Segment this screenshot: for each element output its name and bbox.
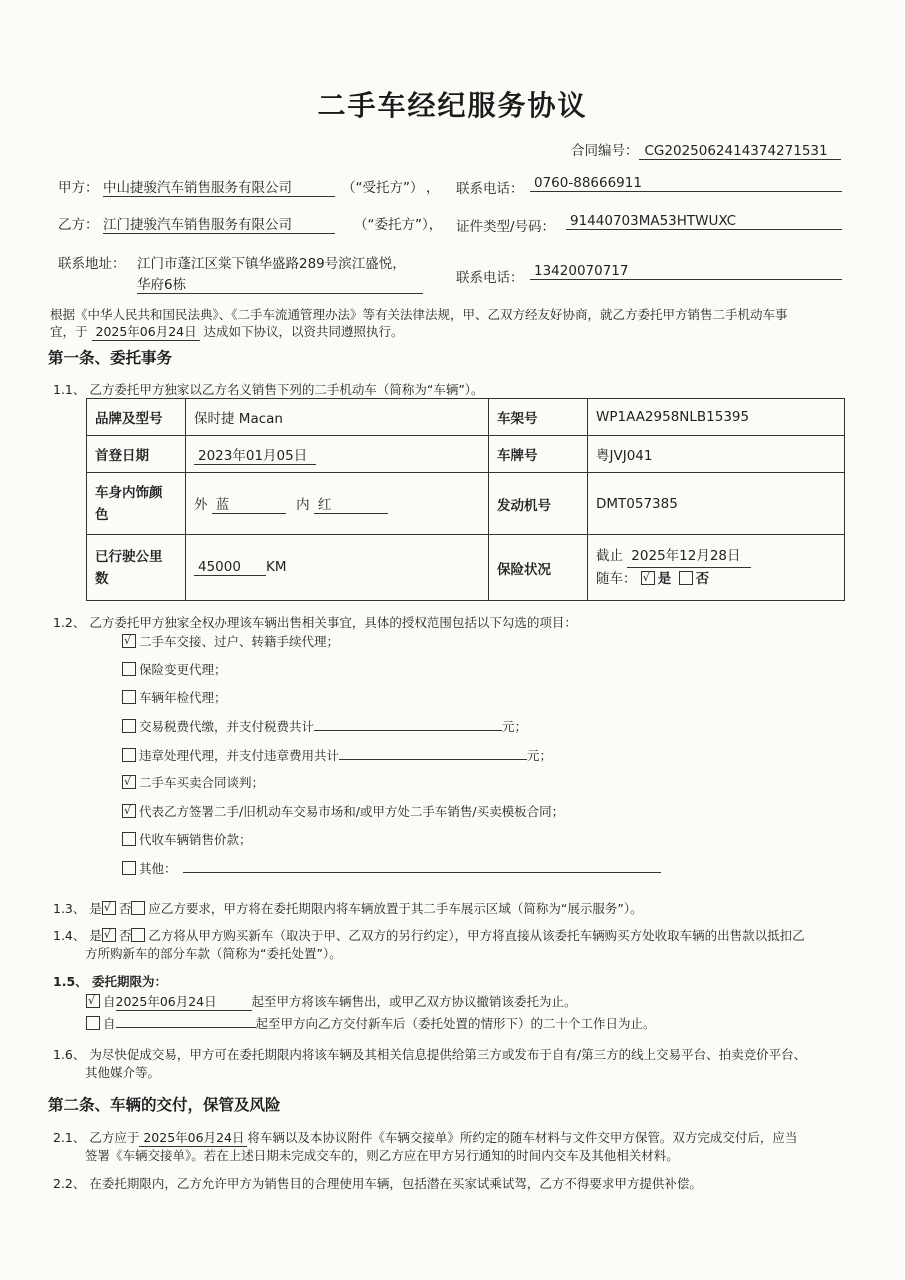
vin-value: WP1AA2958NLB15395 (588, 399, 845, 436)
mileage-value: 45000 (194, 559, 266, 576)
document-title: 二手车经纪服务协议 (317, 89, 588, 122)
other-field[interactable] (183, 858, 661, 873)
auth-label: 车辆年检代理； (139, 690, 227, 705)
reg-date-value: 2023年01月05日 (194, 444, 316, 465)
clause-1-2: 1.2、 乙方委托甲方独家全权办理该车辆出售相关事宜，具体的授权范围包括以下勾选的项目： (53, 615, 577, 630)
c1-4-no-checkbox[interactable] (131, 928, 145, 942)
auth-checkbox[interactable] (122, 804, 136, 818)
auth-suffix: 元； (527, 748, 553, 763)
ins-no-label: 否 (695, 571, 710, 587)
plate-label: 车牌号 (489, 436, 588, 473)
intro-line1: 根据《中华人民共和国民法典》、《二手车流通管理办法》等有关法律法规，甲、乙双方经友好协商，就乙方委托甲方销售二手机动车事 (50, 307, 788, 322)
mileage-label-2: 数 (95, 570, 109, 587)
ins-yes-checkbox[interactable] (641, 571, 655, 585)
clause-num: 1.3、 (53, 901, 86, 916)
mileage-label-1: 已行驶公里 (95, 548, 163, 565)
no-label: 否 (118, 901, 132, 916)
clause-1-4-line2: 方所购新车的部分车款（简称为“委托处置”）。 (85, 946, 342, 961)
contract-no-value: CG2025062414374271531 (639, 143, 841, 160)
auth-checkbox[interactable] (122, 719, 136, 733)
party-b-id-value: 91440703MA53HTWUXC (566, 213, 842, 230)
address-phone-label: 联系电话： (456, 270, 524, 286)
intro-post: 达成如下协议，以资共同遵照执行。 (203, 324, 404, 339)
reg-date-label: 首登日期 (87, 436, 186, 473)
auth-checkbox[interactable] (122, 775, 136, 789)
auth-label: 交易税费代缴，并支付税费共计 (139, 719, 315, 734)
party-a-label: 甲方： (58, 180, 99, 196)
auth-item (122, 773, 264, 791)
color-label-1: 车身内饰颜 (95, 484, 163, 501)
address-line2: 华府6栋 (137, 273, 423, 294)
clause-1-4 (53, 926, 805, 944)
auth-item (122, 716, 527, 735)
address-line1: 江门市蓬江区棠下镇华盛路289号滨江盛悦， (137, 256, 406, 272)
ins-yes-label: 是 (657, 571, 672, 587)
contract-no-label: 合同编号： (571, 143, 639, 159)
ext-value: 蓝 (212, 493, 286, 514)
plate-value: 粤JVJ041 (588, 436, 845, 473)
no-label: 否 (118, 928, 132, 943)
party-a-role: （“受托方”） (342, 180, 424, 196)
term-opt1-date: 2025年06月24日 (116, 992, 252, 1011)
insurance-cell (588, 535, 845, 601)
ins-with-label: 随车： (596, 571, 637, 587)
auth-checkbox[interactable] (122, 662, 136, 676)
auth-checkbox[interactable] (122, 748, 136, 762)
ins-no-checkbox[interactable] (679, 571, 693, 585)
auth-checkbox[interactable] (122, 861, 136, 875)
vin-label: 车架号 (489, 399, 588, 436)
term-opt2-post: 起至甲方向乙方交付新车后（委托处置的情形下）的二十个工作日为止。 (255, 1016, 656, 1031)
c2-1-date: 2025年06月24日 (139, 1128, 247, 1147)
clause-2-2: 2.2、 在委托期限内，乙方允许甲方为销售目的合理使用车辆，包括潜在买家试乘试驾，乙方不得要求甲方提供补偿。 (53, 1176, 702, 1191)
clause-1-3 (53, 899, 643, 917)
auth-checkbox[interactable] (122, 634, 136, 648)
mileage-cell (186, 535, 489, 601)
clause-1-5-title: 1.5、 委托期限为： (53, 974, 167, 989)
mileage-unit: KM (266, 559, 287, 575)
term-option-1 (86, 992, 577, 1011)
brand-value: 保时捷 Macan (186, 399, 489, 436)
auth-label: 违章处理代理，并支付违章费用共计 (139, 748, 340, 763)
c2-1-pre: 2.1、 乙方应于 (53, 1130, 140, 1145)
auth-item (122, 660, 227, 678)
violation-amount-field[interactable] (339, 745, 527, 760)
term-opt1-checkbox[interactable] (86, 994, 100, 1008)
address-label: 联系地址： (58, 256, 126, 272)
auth-item (122, 858, 661, 877)
clause-1-6-line2: 其他媒介等。 (85, 1065, 161, 1080)
auth-item (122, 830, 252, 848)
address-phone: 13420070717 (530, 263, 842, 280)
c2-1-post: 将车辆以及本协议附件《车辆交接单》所约定的随车材料与文件交甲方保管。双方完成交付后，应当 (247, 1130, 798, 1145)
term-opt2-pre: 自 (103, 1016, 116, 1031)
engine-label: 发动机号 (489, 473, 588, 535)
auth-label: 代收车辆销售价款； (139, 832, 252, 847)
auth-item (122, 688, 227, 706)
auth-checkbox[interactable] (122, 690, 136, 704)
brand-label: 品牌及型号 (87, 399, 186, 436)
party-a-name: 中山捷骏汽车销售服务有限公司 (103, 176, 335, 197)
term-opt1-pre: 自 (103, 994, 116, 1009)
auth-label: 代表乙方签署二手/旧机动车交易市场和/或甲方处二手车销售/买卖模板合同； (139, 804, 565, 819)
intro-line2 (50, 322, 404, 341)
vehicle-table (86, 398, 845, 601)
clause-2-1-line1 (53, 1128, 797, 1147)
int-value: 红 (314, 493, 388, 514)
party-b-role: （“委托方”）， (354, 217, 443, 233)
party-b-id-label: 证件类型/号码： (456, 219, 556, 235)
tax-amount-field[interactable] (314, 716, 502, 731)
section1-title: 第一条、委托事务 (48, 349, 173, 367)
color-label-2: 色 (95, 506, 109, 523)
auth-checkbox[interactable] (122, 832, 136, 846)
yes-label: 是 (89, 928, 102, 943)
contract-no (571, 139, 841, 160)
party-a-comma: ， (426, 180, 440, 196)
c1-3-no-checkbox[interactable] (131, 901, 145, 915)
ins-until-value: 2025年12月28日 (627, 545, 751, 568)
auth-suffix: 元； (502, 719, 528, 734)
clause-2-1-line2: 签署《车辆交接单》。若在上述日期未完成交车的，则乙方应在甲方另行通知的时间内交车及其他相关材料。 (85, 1148, 679, 1163)
auth-label: 保险变更代理； (139, 662, 227, 677)
clause-text: 应乙方要求，甲方将在委托期限内将车辆放置于其二手车展示区域（简称为“展示服务”）。 (148, 901, 643, 916)
c1-3-yes-checkbox[interactable] (102, 901, 116, 915)
term-option-2 (86, 1013, 656, 1032)
term-opt1-post: 起至甲方将该车辆售出，或甲乙双方协议撤销该委托为止。 (251, 994, 577, 1009)
term-opt2-date-field[interactable] (116, 1013, 256, 1028)
auth-item (122, 745, 552, 764)
section2-title: 第二条、车辆的交付，保管及风险 (48, 1096, 281, 1114)
yes-label: 是 (89, 901, 102, 916)
insurance-label: 保险状况 (489, 535, 588, 601)
color-cell (186, 473, 489, 535)
party-a-phone-label: 联系电话： (456, 181, 524, 197)
c1-4-yes-checkbox[interactable] (102, 928, 116, 942)
party-a-phone: 0760-88666911 (530, 175, 842, 192)
ins-until-label: 截止 (596, 548, 623, 564)
auth-item (122, 632, 339, 650)
party-b-label: 乙方： (58, 217, 99, 233)
color-label (87, 473, 186, 535)
auth-label: 二手车买卖合同谈判； (139, 775, 265, 790)
reg-date-cell (186, 436, 489, 473)
mileage-label (87, 535, 186, 601)
ext-label: 外 (194, 497, 208, 513)
auth-label: 二手车交接、过户、转籍手续代理； (139, 634, 340, 649)
engine-value: DMT057385 (588, 473, 845, 535)
int-label: 内 (296, 497, 310, 513)
auth-label: 其他： (139, 861, 177, 876)
auth-item (122, 802, 564, 820)
clause-1-1: 1.1、 乙方委托甲方独家以乙方名义销售下列的二手机动车（简称为“车辆”）。 (53, 382, 484, 397)
clause-num: 1.4、 (53, 928, 86, 943)
term-opt2-checkbox[interactable] (86, 1016, 100, 1030)
intro-date: 2025年06月24日 (92, 322, 200, 341)
clause-1-6-line1: 1.6、 为尽快促成交易，甲方可在委托期限内将该车辆及其相关信息提供给第三方或发布于自有/第三方的线上交易平台、拍卖竞价平台、 (53, 1047, 807, 1062)
party-b-name: 江门捷骏汽车销售服务有限公司 (103, 213, 335, 234)
intro-pre: 宜，于 (50, 324, 88, 339)
clause-text: 乙方将从甲方购买新车（取决于甲、乙双方的另行约定），甲方将直接从该委托车辆购买方处收取车辆的出售款以抵扣乙 (148, 928, 805, 943)
